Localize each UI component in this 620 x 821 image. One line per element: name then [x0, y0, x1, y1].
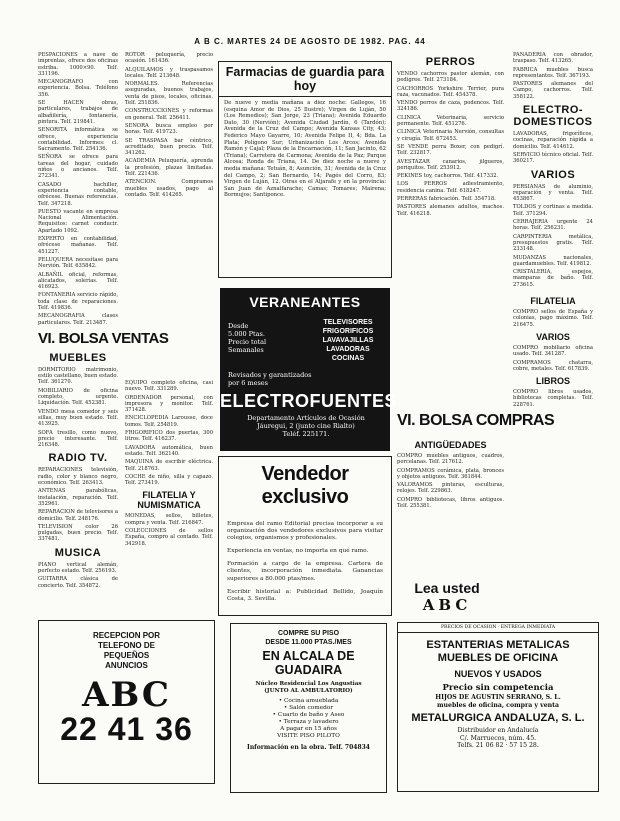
column-2 [125, 52, 213, 310]
veraneantes-product-line: COCINAS [331, 355, 365, 362]
abc-reception-ad [38, 620, 215, 784]
musica-title: MUSICA [54, 546, 102, 559]
classified-ad: SENORITA informática se ofrece, experiencia contabilidad. Informes: cl. Sacramento. Telf. 254136. [38, 127, 118, 153]
libros-title: LIBROS [535, 376, 570, 387]
veraneantes-title: VERANEANTES [249, 294, 361, 310]
column-4-lower [397, 436, 504, 576]
compre-piso-ad [230, 623, 387, 793]
classified-ad: ANTENAS parabólicas, instalación, reparación. Telf. 352961. [38, 488, 118, 507]
veraneantes-price-line: Semanales [228, 346, 264, 354]
classified-ad: CONSTRUCCIONES y reformas en general. Telf. 256411. [125, 108, 213, 121]
electrodomesticos-title: ELECTRO-DOMESTICOS [513, 104, 593, 129]
metalurgica-address-line: Telfs. 21 06 82 · 57 15 28. [457, 742, 539, 750]
classified-ad: PEKINES toy, cachorros. Telf. 417332. [397, 173, 499, 180]
piso-feature: • Cocina amueblada [278, 698, 339, 704]
compre-heading-line: COMPRE SU PISO [277, 630, 340, 637]
bolsa-ventas-title: VI. BOLSA VENTAS [38, 329, 169, 347]
classified-ad: COMPRAMOS chatarra, cobre, metales. Telf. 617839. [513, 359, 593, 372]
classified-ad: SOFA tresillo, como nuevo, precio interesante. Telf. 216348. [38, 429, 118, 449]
agustin-serrano-line: muebles de oficina, compra y venta [436, 701, 560, 709]
classified-ad: MONEDAS, sellos, billetes, compra y venta. Telf. 216847. [125, 513, 213, 526]
piso-feature: • Salón comedor [283, 705, 334, 711]
classified-ad: REPARACION de televisores a domicilio. Telf. 248176. [38, 509, 118, 522]
varios-title: VARIOS [530, 168, 576, 181]
nucleo-line: (JUNTO AL AMBULATORIO) [264, 688, 353, 694]
estanterias-title-line: MUEBLES DE OFICINA [437, 652, 559, 664]
classified-ad: COMPRO mobiliario oficina usado. Telf. 341287. [513, 344, 593, 358]
farmacias-guardia-title: Farmacias de guardia para hoy [219, 62, 391, 97]
classified-ad: CLINICA Veterinaria, servicio permanente. Telf. 451276. [397, 114, 504, 128]
classified-ad: MECANOGRAFO con experiencia. Bolsa. Teléfono 356. [38, 79, 118, 98]
classified-ad: COLECCIONES de sellos España, compro al contado. Telf. 342918. [125, 528, 213, 547]
classified-ad: CACHORROS Yorkshire Terrier, pura raza, vacunados. Telf. 454378. [397, 85, 504, 98]
farmacias-guardia-box [218, 61, 392, 278]
classified-ad: CLINICA Veterinaria Nervión, consultas y cirugía. Telf. 672453. [397, 129, 504, 142]
classified-ad: FONTANERIA servicio rápido, toda clase de reparaciones. Telf. 419836. [38, 292, 118, 311]
piso-feature: VISITE PISO PILOTO [277, 733, 340, 739]
classified-ad: PASTORES alemanes del Campo, cachorros. Telf. 358122. [513, 81, 593, 100]
classified-ad: VALORAMOS pinturas, esculturas, relojes. Telf. 229863. [397, 482, 504, 495]
classified-ad: ENCICLOPEDIA Larousse, doce tomos. Telf. 254819. [125, 415, 213, 428]
abc-heading-line: PEQUEÑOS [103, 651, 150, 660]
veraneantes-guarantee-line: Revisados y garantizados [228, 371, 312, 379]
column-2-lower [125, 380, 213, 615]
metalurgica-address-line: Distribuidor en Andalucía [457, 727, 539, 735]
abc-logo: ABC [82, 675, 171, 715]
classified-ad: COMPRAMOS cerámica, plata, bronces y objetos antiguos. Telf. 361844. [397, 467, 504, 480]
vendedor-exclusivo-ad [218, 456, 392, 616]
electrofuentes-address [228, 414, 384, 438]
veraneantes-price-line: Precio total [228, 338, 267, 346]
vendedor-exclusivo-body [219, 513, 391, 611]
muebles-title: MUEBLES [49, 351, 107, 364]
piso-info-phone: Información en la obra. Telf. 704834 [247, 744, 370, 751]
alcala-title-line: GUADAIRA [274, 663, 343, 677]
filatelia-title: FILATELIA [530, 296, 576, 307]
classified-ad: ROTOR peluquería, precio ocasión. 161436. [125, 52, 213, 65]
classified-ad: FRIGORIFICO dos puertas, 300 litros. Telf. 416237. [125, 430, 213, 443]
perros-title: PERROS [425, 56, 476, 68]
classified-ad: ATENCION. Compramos muebles usados, pago al contado. Telf. 414265. [125, 179, 213, 198]
classified-ad: PASTORES alemanes adultos, machos. Telf. 416218. [397, 204, 504, 217]
classified-ad: LOS PERROS adiestramiento, residencia canina. Telf. 618247. [397, 181, 504, 194]
compre-piso-heading [231, 629, 386, 647]
agustin-serrano-line: HIJOS DE AGUSTIN SERRANO, S. L. [435, 694, 561, 701]
classified-ad: EXPERTO en contabilidad, ofrécese mañanas. Telf. 451227. [38, 236, 118, 255]
compre-heading-line: DESDE 11.000 PTAS./MES [265, 639, 352, 646]
metalurgica-andaluza: METALURGICA ANDALUZA, S. L. [411, 712, 585, 725]
lea-usted-abc [397, 580, 497, 614]
classified-ad: SENORA busca empleo por horas. Telf. 419723. [125, 122, 213, 136]
vendedor-paragraph: Formación a cargo de la empresa. Cartera de clientes, incorporación inmediata. Ganancias superiores a 80.000 ptas/mes. [227, 561, 383, 582]
agustin-serrano [398, 694, 598, 709]
classified-ad: ALBAÑIL oficial, reformas, alicatados, solerías. Telf. 416923. [38, 271, 118, 291]
classified-ad: PIANO vertical alemán, perfecto estado. Telf. 256193. [38, 561, 118, 574]
nucleo-line: Núcleo Residencial Los Angustias [255, 681, 362, 687]
veraneantes-price-line: 5.000 Ptas. [228, 330, 265, 338]
classified-ad: NORMALES. Referencias aseguradas, buenos trabajos, venta de pisos, locales, oficinas. Telf. 251836. [125, 81, 213, 107]
abc-heading-line: ANUNCIOS [105, 661, 148, 670]
veraneantes-product-line: LAVAVAJILLAS [322, 337, 374, 344]
classified-ad: MECANOGRAFIA clases particulares. Telf. 213487. [38, 313, 118, 326]
vendedor-exclusivo-title: Vendedor exclusivo [261, 463, 349, 508]
estanterias-top-strip: PRECIOS DE OCASION · ENTREGA INMEDIATA [398, 623, 598, 633]
veraneantes-ad [220, 288, 398, 451]
classified-ad: TOLDOS y cortinas a medida. Telf. 371294. [513, 204, 593, 217]
classified-ad: TELEVISION color 26 pulgadas, buen precio. Telf. 337481. [38, 523, 118, 543]
electrofuentes-brand: ELECTROFUENTES [220, 391, 398, 411]
classified-ad: FABRICA muebles busca representantes. Telf. 367193. [513, 66, 593, 79]
lea-abc-text: ABC [422, 596, 472, 614]
veraneantes-price-block [228, 322, 266, 354]
classified-ad: ALQUILAMOS y traspasamos locales. Telf. 213648. [125, 66, 213, 79]
classified-ad: PESPACIONES a nave de imprentas, ofrece dos oficinas estriba. 1000×90. Telf. 331196. [38, 52, 118, 77]
classified-ad: SE TRASPASA bar céntrico, acreditado, buen precio. Telf. 341262. [125, 137, 213, 157]
classified-ad: MOBILIARIO de oficina completo, urgente. Liquidación. Telf. 452381. [38, 387, 118, 407]
radio-title: RADIO TV. [48, 452, 108, 465]
column-4 [397, 52, 504, 382]
classified-ad: AVESTAZAR canarios, jilgueros, periquitos. Telf. 253912. [397, 158, 504, 171]
classified-ad: COMPRO libros usados, bibliotecas completas. Telf. 228761. [513, 389, 593, 408]
classified-ad: SEÑORA se ofrece para tareas del hogar, cuidado niños o ancianos. Telf. 272341. [38, 154, 118, 180]
veraneantes-product-line: LAVADORAS [326, 346, 370, 353]
classified-ad: LAVADORAS, frigoríficos, cocinas, reparación rápida a domicilio. Telf. 414612. [513, 131, 593, 150]
classified-ad: PUESTO vacante en empresa Nacional Alimentación. Requisitos: carnet conducir. Apartado 1092. [38, 208, 118, 234]
metalurgica-address-line: C/. Marruecos, núm. 45. [459, 734, 537, 742]
metalurgica-address [398, 727, 598, 750]
veraneantes-product-line: FRIGORIFICOS [322, 328, 374, 335]
piso-feature: • Terraza y lavadero [278, 719, 339, 725]
veraneantes-products [310, 318, 386, 363]
alcala-title-line: EN ALCALA DE [262, 649, 355, 663]
classified-ad: PERSIANAS de aluminio, reparación y venta. Telf. 453867. [513, 183, 593, 203]
classified-ad: COMPRO bibliotecas, libros antiguos. Telf. 255381. [397, 496, 504, 510]
classified-ad: SE HACEN obras, particulares, trabajos de albañilería, fontanería, pintura. Telf. 219841. [38, 100, 118, 125]
filatelia-numismatica-title: FILATELIA Y NUMISMATICA [137, 490, 201, 511]
column-5 [513, 52, 593, 577]
page-header: A B C. MARTES 24 DE AGOSTO DE 1982. PAG. 44 [194, 37, 426, 46]
farmacias-guardia-body: De nueve y media mañana a diez noche: Gallegos, 16 (esquina Amor de Dios, 25 Ilustre); Virgen de Luján, 50 (Los Remedios); San Jorge, 23 (Triana); Avenida Eduardo Dato, 30 (Nervión); Avenida Ciudad Jardín, 6 (Tardón); Avenida de la Cruz del Campo; Avenida Kansas City, 43; Federico Mayo Gayarre, 10; Avenida Felipe II, 4; Bda. La Plata; Polígono Sur; Urbanización Los Arcos; Avenida Ramón y Cajal; Plaza de la Encarnación, 11; San Jacinto, 62 (Triana); Carretera de Carmona; Avenida de la Paz; Parque Alcosa; Ronda de Triana, 14. De diez noche a nueve y media mañana: Tetuán, 8; Asunción, 31; Avenida de la Cruz del Campo, 2; San Bernardo, 14; Pagés del Corro, 83; Virgen de Luján, 12. Otras en el Aljarafe y en la provincia: San Juan de Aznalfarache; Camas; Tomares; Mairena; Bormujos; Santiponce. [224, 100, 386, 199]
classified-ad: PELUQUERA necesítase para Nervión. Telf. 635842. [38, 256, 118, 270]
classified-ad: CRISTALERIA, espejos, mamparas de baño. Telf. 273615. [513, 269, 593, 288]
nuevos-usados: NUEVOS Y USADOS [454, 669, 542, 679]
abc-reception-heading [39, 631, 214, 671]
veraneantes-guarantee-line: por 6 meses [228, 379, 268, 387]
nucleo-residencial [231, 681, 386, 695]
classified-ad: CASADO bachiller, experiencia contable, ofrécese. Buenas referencias. Telf. 347218. [38, 181, 118, 207]
electrofuentes-address-line: Teléf. 225171. [282, 430, 330, 438]
vendedor-paragraph: Experiencia en ventas, no importa en qué ramo. [227, 548, 369, 555]
classified-ad: COMPRO sellos de España y colonias, pago máximo. Telf. 216475. [513, 309, 593, 328]
classified-ad: SE VENDE perra Boxer, con pedigrí. Telf. 232817. [397, 143, 504, 157]
classified-ad: MUDANZAS nacionales, guardamuebles. Telf. 419812. [513, 254, 593, 267]
veraneantes-price-line: Desde [228, 322, 249, 330]
lea-usted-text: Lea usted [414, 580, 480, 596]
classified-ad: ORDENADOR personal, con impresora y monitor. Telf. 371428. [125, 394, 213, 414]
classified-ad: PANADERIA con obrador, traspaso. Telf. 413265. [513, 52, 593, 65]
electrofuentes-address-line: Jáuregui, 2 (junto cine Rialto) [257, 422, 355, 430]
veraneantes-product-line: TELEVISORES [323, 319, 373, 326]
varios-compras-title: VARIOS [536, 331, 570, 342]
classified-ad: PERRERAS fabricación. Telf. 354718. [397, 196, 496, 203]
classified-ad: VENDO cachorros pastor alemán, con pedigree. Telf. 273184. [397, 71, 504, 84]
classified-ad: COCHE de niño, silla y capazo. Telf. 273419. [125, 473, 213, 487]
abc-heading-line: TELEFONO DE [98, 641, 155, 650]
veraneantes-guarantee [228, 371, 312, 387]
piso-feature: • Cuarto de baño y Aseo [272, 712, 345, 718]
estanterias-title [398, 639, 598, 665]
classified-ad: SERVICIO técnico oficial. Telf. 360217. [513, 151, 593, 165]
estanterias-metalicas-ad [397, 622, 599, 792]
electrofuentes-address-line: Departamento Artículos de Ocasión [247, 414, 365, 422]
piso-feature: A pagar en 15 años [280, 726, 337, 732]
classified-ad: VENDO mesa comedor y seis sillas, muy buen estado. Telf. 413925. [38, 408, 118, 428]
classified-ad: REPARACIONES televisión, radio, color y blanco negro, económico. Telf. 263413. [38, 467, 118, 487]
classified-ad: LAVADORA automática, buen estado. Telf. 362140. [125, 444, 213, 457]
classified-ad: DORMITORIO matrimonio, estilo castellano, buen estado. Telf. 361270. [38, 366, 118, 386]
classified-ad: EQUIPO completo oficina, casi nuevo. Telf. 331289. [125, 380, 213, 393]
antiguedades-title: ANTIGÜEDADES [414, 440, 487, 450]
classified-ad: CERRAJERIA urgente 24 horas. Telf. 256231. [513, 219, 593, 232]
vendedor-paragraph: Empresa del ramo Editorial precisa incorporar a su organización dos vendedores exclusivos para visitar colegios, organismos y profesionales. [227, 520, 383, 542]
alcala-guadaira-title [231, 649, 386, 677]
classified-ad: MAQUINA de escribir eléctrica. Telf. 218763. [125, 459, 213, 472]
abc-heading-line: RECEPCION POR [92, 631, 161, 640]
classified-ad: VENDO perros de caza, podencos. Telf. 324186. [397, 100, 504, 113]
piso-features [231, 698, 386, 740]
estanterias-title-line: ESTANTERIAS METALICAS [426, 639, 570, 651]
bolsa-compras-title: VI. BOLSA COMPRAS [397, 412, 555, 429]
vendedor-paragraph: Escribir historial a: Publicidad Bellido, Joaquín Costa, 3. Sevilla. [227, 588, 383, 602]
classified-ad: CARPINTERIA metálica, presupuestos gratis. Telf. 233148. [513, 233, 593, 253]
classified-ad: ACADEMIA Peluquería, aprenda la profesión, plazas limitadas. Telf. 221436. [125, 158, 213, 178]
classified-ad: GUITARRA clásica de concierto. Telf. 354872. [38, 576, 118, 589]
classified-ad: COMPRO muebles antiguos, cuadros, porcelanas. Telf. 217612. [397, 453, 504, 466]
precio-sin-competencia: Precio sin competencia [442, 683, 554, 693]
abc-phone-number: 22 41 36 [60, 711, 193, 747]
